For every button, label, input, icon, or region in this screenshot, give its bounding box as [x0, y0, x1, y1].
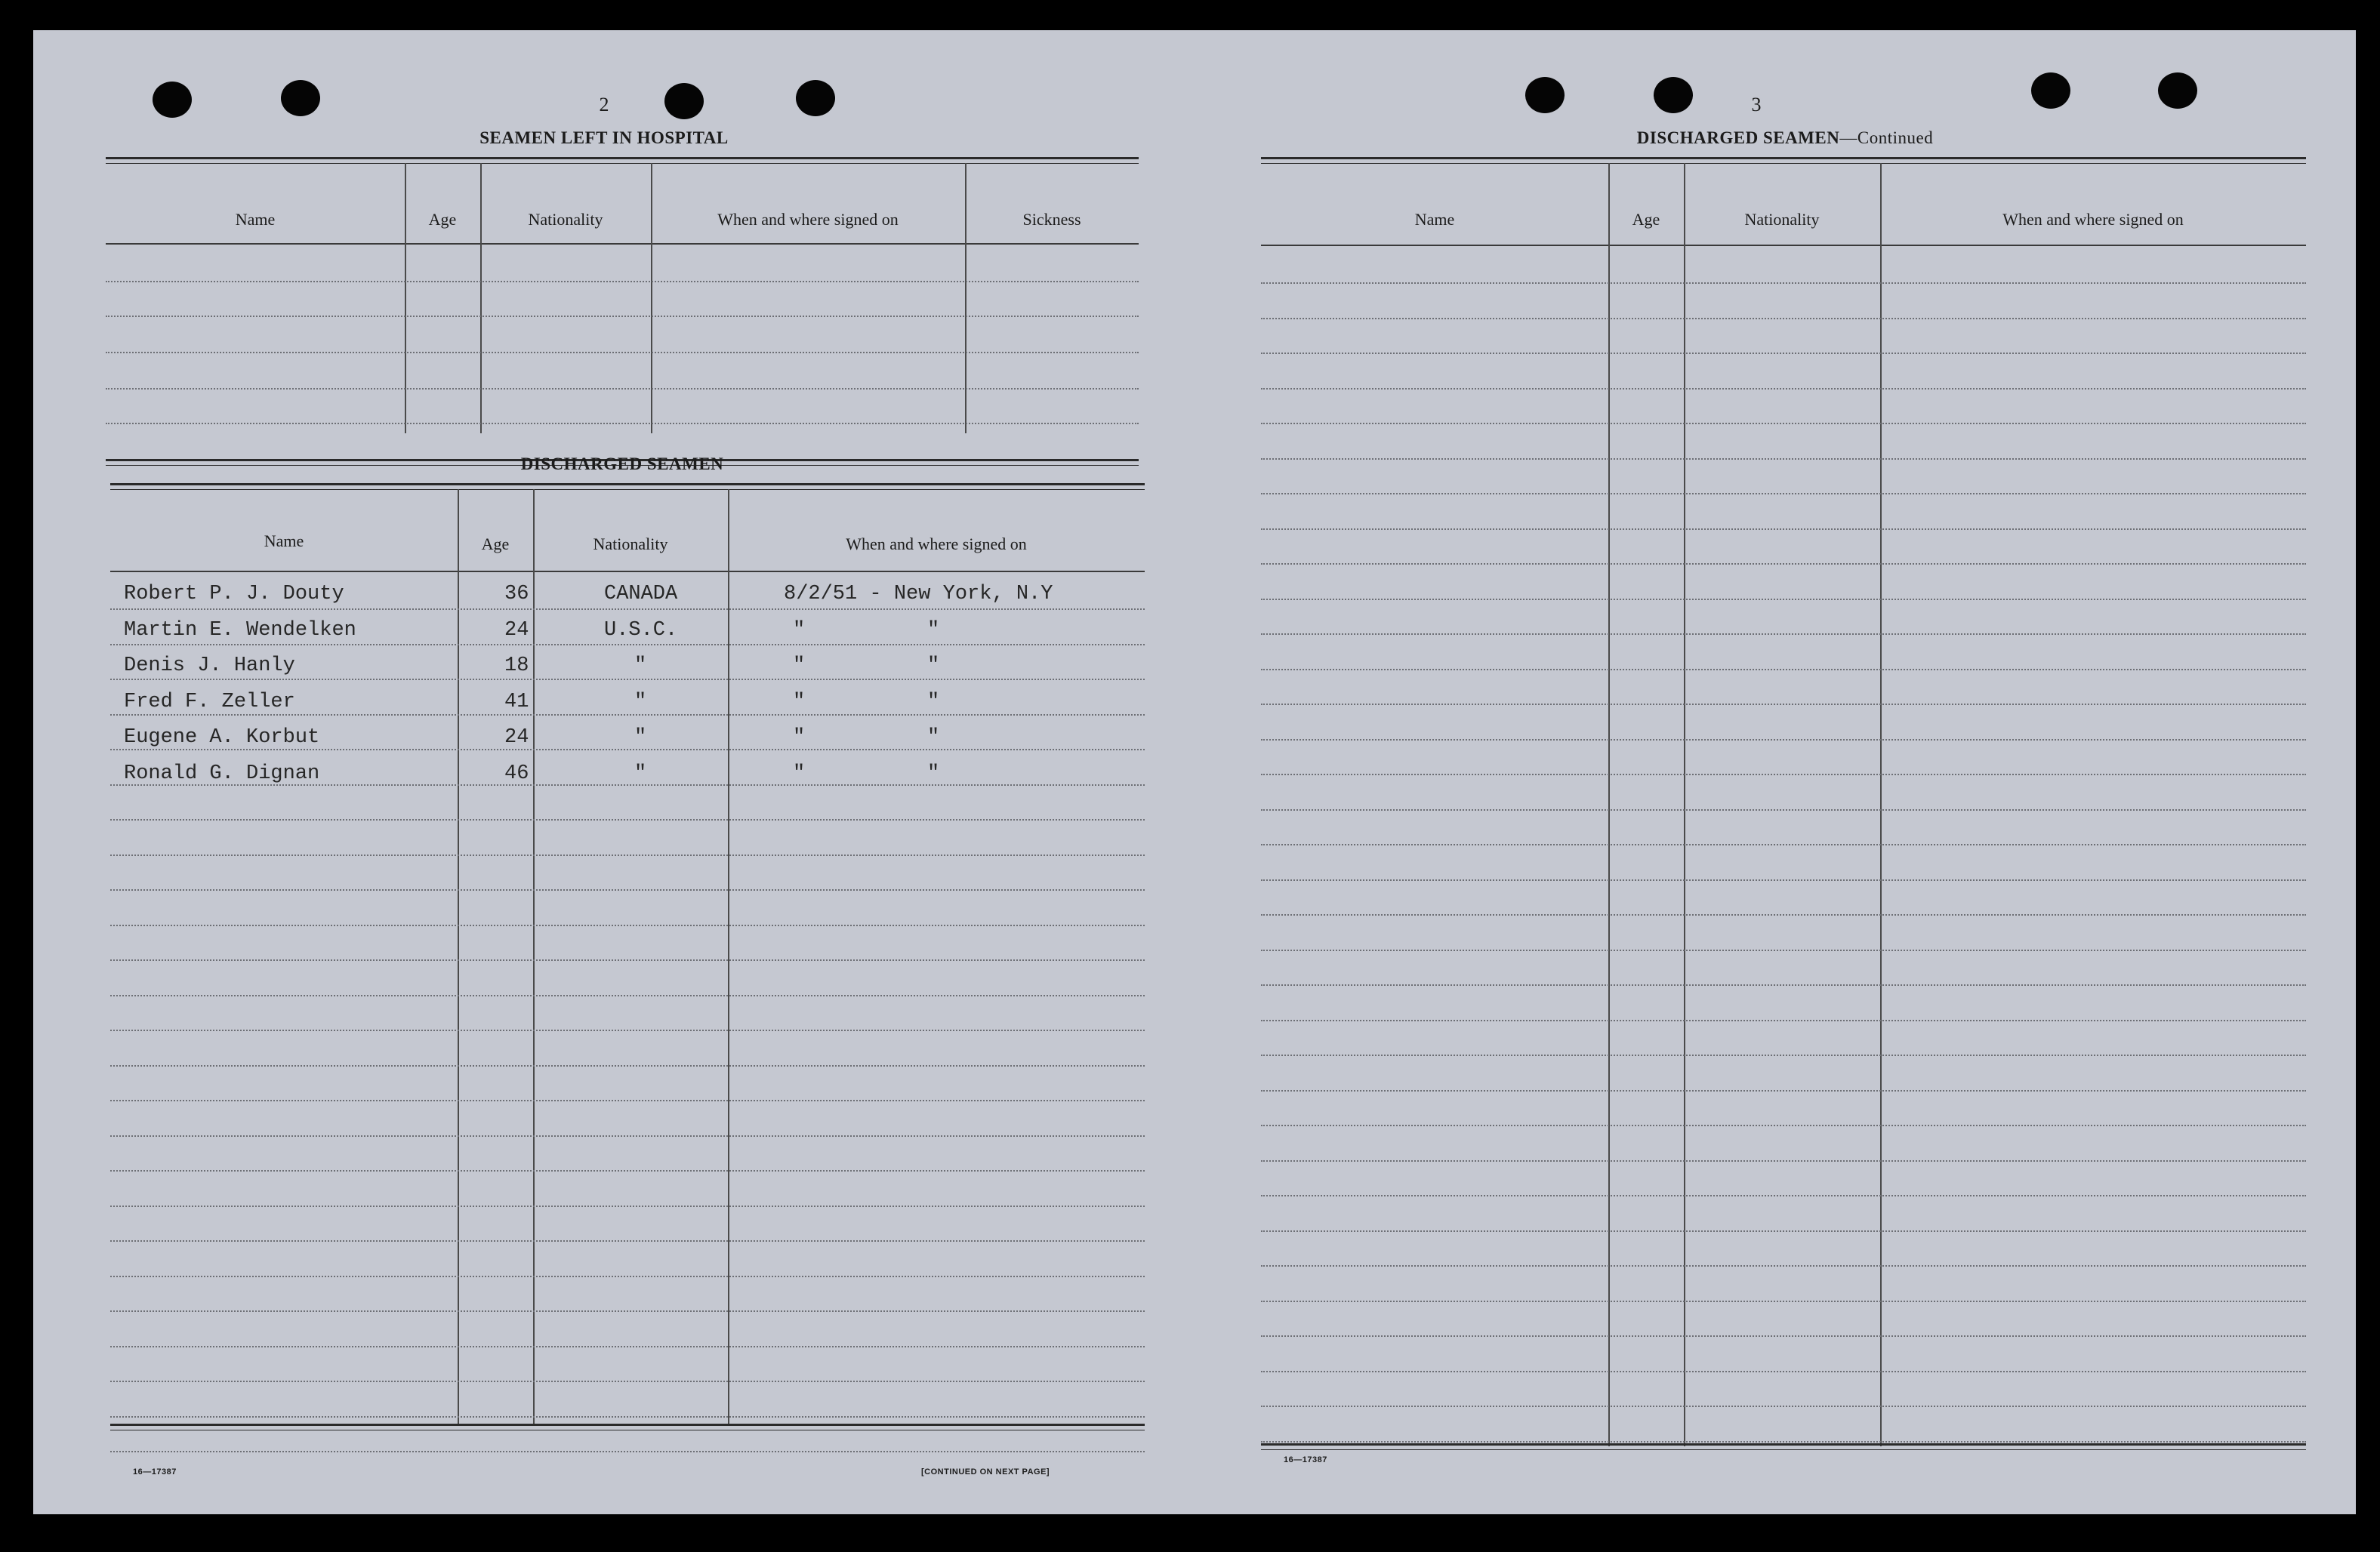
column-header-signed-on: When and where signed on — [846, 534, 1027, 553]
entry-age: 41 — [504, 690, 529, 713]
entry-nationality: " — [634, 690, 647, 713]
entry-name: Robert P. J. Douty — [124, 583, 344, 605]
column-header-signed-on: When and where signed on — [2002, 210, 2184, 229]
column-header-signed-on: When and where signed on — [717, 210, 899, 229]
entry-signed-date: 8/2/51 - New York, N.Y — [784, 583, 1053, 605]
title-suffix: —Continued — [1839, 128, 1934, 147]
hospital-section-title: SEAMEN LEFT IN HOSPITAL — [479, 128, 729, 147]
entry-nationality: U.S.C. — [604, 618, 678, 642]
entry-nationality: " — [634, 654, 647, 677]
punch-hole — [796, 80, 835, 116]
entry-signed-place: " — [927, 618, 940, 642]
form-number: 16—17387 — [1284, 1455, 1327, 1464]
punch-hole — [2158, 72, 2197, 109]
entry-name: Eugene A. Korbut — [124, 726, 320, 749]
column-header-age: Age — [1632, 210, 1660, 229]
entry-age: 46 — [504, 762, 529, 785]
entry-name: Fred F. Zeller — [124, 690, 295, 713]
discharged-continued-title — [1558, 128, 2012, 148]
discharged-continued-table — [1261, 157, 2306, 1452]
column-header-name: Name — [1414, 210, 1455, 229]
entry-signed-date: " — [793, 618, 806, 642]
entry-signed-place: " — [927, 690, 940, 713]
hospital-table — [106, 157, 1139, 467]
document-sheet — [33, 30, 2356, 1514]
entry-age: 24 — [504, 726, 529, 749]
column-header-age: Age — [428, 210, 457, 229]
column-header-age: Age — [481, 534, 510, 553]
entry-name: Ronald G. Dignan — [124, 762, 320, 785]
entry-name: Martin E. Wendelken — [124, 618, 356, 642]
column-header-nationality: Nationality — [1744, 210, 1820, 229]
entry-nationality: " — [634, 762, 647, 785]
discharged-section-title: DISCHARGED SEAMEN — [520, 454, 724, 473]
entry-nationality: CANADA — [604, 583, 678, 605]
entry-signed-place: " — [927, 654, 940, 677]
page-number: 3 — [1751, 94, 1762, 115]
entry-age: 18 — [504, 654, 529, 677]
form-number: 16—17387 — [133, 1467, 177, 1477]
entry-signed-date: " — [793, 726, 806, 749]
punch-hole — [1525, 77, 1565, 113]
entry-signed-date: " — [793, 690, 806, 713]
column-header-nationality: Nationality — [593, 534, 668, 553]
title-main: DISCHARGED SEAMEN — [1636, 128, 1840, 147]
punch-hole — [664, 83, 704, 119]
entry-age: 24 — [504, 618, 529, 642]
punch-hole — [281, 80, 320, 116]
column-header-name: Name — [264, 531, 304, 550]
entry-name: Denis J. Hanly — [124, 654, 295, 677]
column-header-nationality: Nationality — [528, 210, 603, 229]
column-header-sickness: Sickness — [1022, 210, 1081, 229]
punch-hole — [1654, 77, 1693, 113]
entry-signed-place: " — [927, 762, 940, 785]
entry-signed-date: " — [793, 654, 806, 677]
entry-nationality: " — [634, 726, 647, 749]
column-header-name: Name — [235, 210, 276, 229]
punch-hole — [153, 82, 192, 118]
entry-age: 36 — [504, 583, 529, 605]
page-number: 2 — [599, 94, 609, 115]
entry-signed-place: " — [927, 726, 940, 749]
entry-signed-date: " — [793, 762, 806, 785]
punch-hole — [2031, 72, 2070, 109]
continued-note: [CONTINUED ON NEXT PAGE] — [921, 1467, 1050, 1477]
